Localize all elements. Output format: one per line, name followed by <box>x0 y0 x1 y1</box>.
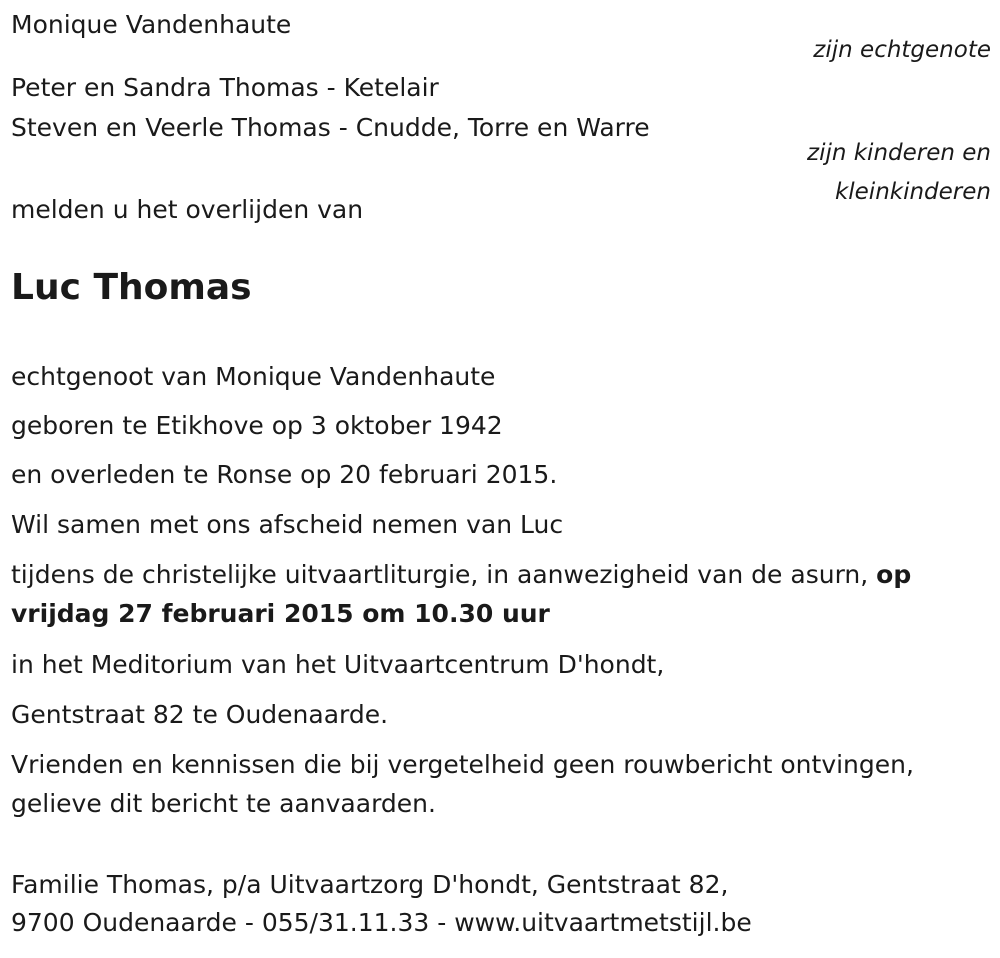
location-line-2: Gentstraat 82 te Oudenaarde. <box>11 700 389 729</box>
announcement-text: melden u het overlijden van <box>11 195 364 224</box>
footer-address-line-1: Familie Thomas, p/a Uitvaartzorg D'hondt, Gentstraat 82, <box>11 870 729 899</box>
spouse-of-line: echtgenoot van Monique Vandenhaute <box>11 362 496 391</box>
death-line: en overleden te Ronse op 20 februari 2015. <box>11 460 558 489</box>
friends-line-1: Vrienden en kennissen die bij vergetelheid geen rouwbericht ontvingen, <box>11 750 914 779</box>
birth-line: geboren te Etikhove op 3 oktober 1942 <box>11 411 503 440</box>
service-date: vrijdag 27 februari 2015 om 10.30 uur <box>11 599 550 628</box>
child-family-1: Peter en Sandra Thomas - Ketelair <box>11 73 439 102</box>
spouse-role: zijn echtgenote <box>813 37 991 63</box>
farewell-line: Wil samen met ons afscheid nemen van Luc <box>11 510 564 539</box>
friends-line-2: gelieve dit bericht te aanvaarden. <box>11 789 436 818</box>
footer-address-line-2: 9700 Oudenaarde - 055/31.11.33 - www.uitvaartmetstijl.be <box>11 908 752 937</box>
liturgy-line <box>11 560 911 590</box>
deceased-name: Luc Thomas <box>11 267 252 308</box>
location-line-1: in het Meditorium van het Uitvaartcentrum D'hondt, <box>11 650 665 679</box>
spouse-name: Monique Vandenhaute <box>11 10 292 39</box>
children-role-line-2: kleinkinderen <box>834 179 991 205</box>
children-role-line-1: zijn kinderen en <box>807 140 991 166</box>
child-family-2: Steven en Veerle Thomas - Cnudde, Torre en Warre <box>11 113 650 142</box>
service-date-prefix: op <box>876 560 912 589</box>
liturgy-text: tijdens de christelijke uitvaartliturgie, in aanwezigheid van de asurn, <box>11 560 869 589</box>
